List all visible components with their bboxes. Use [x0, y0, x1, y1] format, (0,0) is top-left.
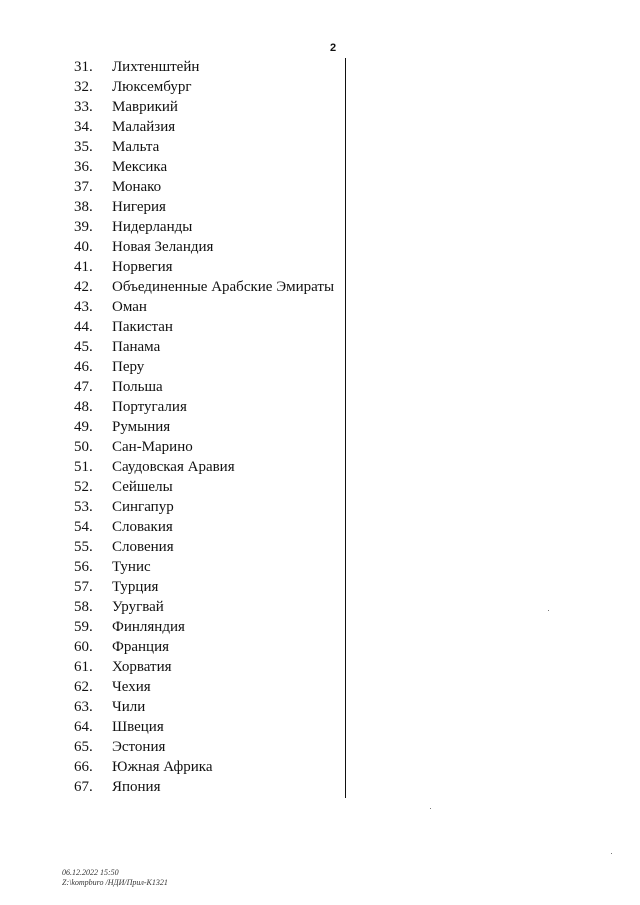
- item-country-name: Турция: [112, 579, 159, 595]
- item-country-name: Панама: [112, 339, 161, 355]
- item-number: 50.: [74, 439, 93, 455]
- item-number: 60.: [74, 639, 93, 655]
- item-number: 37.: [74, 179, 93, 195]
- item-number: 49.: [74, 419, 93, 435]
- item-country-name: Оман: [112, 299, 147, 315]
- item-number: 34.: [74, 119, 93, 135]
- item-country-name: Южная Африка: [112, 759, 213, 775]
- item-country-name: Португалия: [112, 399, 187, 415]
- item-number: 66.: [74, 759, 93, 775]
- item-number: 56.: [74, 559, 93, 575]
- item-country-name: Чили: [112, 699, 146, 715]
- item-number: 48.: [74, 399, 93, 415]
- item-number: 62.: [74, 679, 93, 695]
- item-country-name: Швеция: [112, 719, 164, 735]
- footer-path: Z:\kompburo /НДИ/Прил-К1321: [62, 878, 168, 887]
- item-country-name: Малайзия: [112, 119, 176, 135]
- item-country-name: Словакия: [112, 519, 173, 535]
- item-number: 43.: [74, 299, 93, 315]
- item-country-name: Лихтенштейн: [112, 59, 200, 75]
- item-number: 67.: [74, 779, 93, 795]
- item-country-name: Мальта: [112, 139, 160, 155]
- footer-date: 06.12.2022 15:50: [62, 868, 119, 877]
- item-country-name: Польша: [112, 379, 163, 395]
- item-number: 31.: [74, 59, 93, 75]
- item-number: 38.: [74, 199, 93, 215]
- item-number: 42.: [74, 279, 93, 295]
- item-number: 40.: [74, 239, 93, 255]
- item-country-name: Хорватия: [112, 659, 172, 675]
- item-country-name: Тунис: [112, 559, 151, 575]
- scan-speck: [611, 853, 612, 854]
- scan-speck: [548, 610, 549, 611]
- item-country-name: Франция: [112, 639, 169, 655]
- item-country-name: Сингапур: [112, 499, 174, 515]
- item-number: 51.: [74, 459, 93, 475]
- item-number: 52.: [74, 479, 93, 495]
- item-country-name: Румыния: [112, 419, 171, 435]
- page-number: 2: [330, 42, 337, 54]
- item-country-name: Саудовская Аравия: [112, 459, 235, 475]
- item-country-name: Пакистан: [112, 319, 173, 335]
- right-margin-rule: [345, 58, 346, 798]
- item-number: 55.: [74, 539, 93, 555]
- item-number: 35.: [74, 139, 93, 155]
- item-country-name: Маврикий: [112, 99, 178, 115]
- item-country-name: Монако: [112, 179, 162, 195]
- item-number: 32.: [74, 79, 93, 95]
- item-number: 33.: [74, 99, 93, 115]
- item-number: 64.: [74, 719, 93, 735]
- item-country-name: Финляндия: [112, 619, 185, 635]
- item-country-name: Перу: [112, 359, 145, 375]
- item-country-name: Япония: [112, 779, 161, 795]
- item-number: 36.: [74, 159, 93, 175]
- item-number: 39.: [74, 219, 93, 235]
- item-country-name: Эстония: [112, 739, 166, 755]
- item-number: 57.: [74, 579, 93, 595]
- item-country-name: Норвегия: [112, 259, 173, 275]
- item-number: 63.: [74, 699, 93, 715]
- item-number: 44.: [74, 319, 93, 335]
- item-number: 45.: [74, 339, 93, 355]
- item-country-name: Чехия: [112, 679, 151, 695]
- item-country-name: Сейшелы: [112, 479, 173, 495]
- item-country-name: Уругвай: [112, 599, 164, 615]
- item-number: 41.: [74, 259, 93, 275]
- item-number: 59.: [74, 619, 93, 635]
- item-country-name: Люксембург: [112, 79, 192, 95]
- item-country-name: Мексика: [112, 159, 168, 175]
- item-number: 58.: [74, 599, 93, 615]
- item-country-name: Новая Зеландия: [112, 239, 214, 255]
- scan-speck: [430, 808, 431, 809]
- item-country-name: Нигерия: [112, 199, 166, 215]
- item-number: 53.: [74, 499, 93, 515]
- item-number: 54.: [74, 519, 93, 535]
- item-country-name: Объединенные Арабские Эмираты: [112, 279, 335, 295]
- item-number: 65.: [74, 739, 93, 755]
- item-country-name: Нидерланды: [112, 219, 193, 235]
- item-number: 47.: [74, 379, 93, 395]
- item-country-name: Словения: [112, 539, 174, 555]
- item-country-name: Сан-Марино: [112, 439, 193, 455]
- footer: [62, 868, 168, 888]
- item-number: 46.: [74, 359, 93, 375]
- item-number: 61.: [74, 659, 93, 675]
